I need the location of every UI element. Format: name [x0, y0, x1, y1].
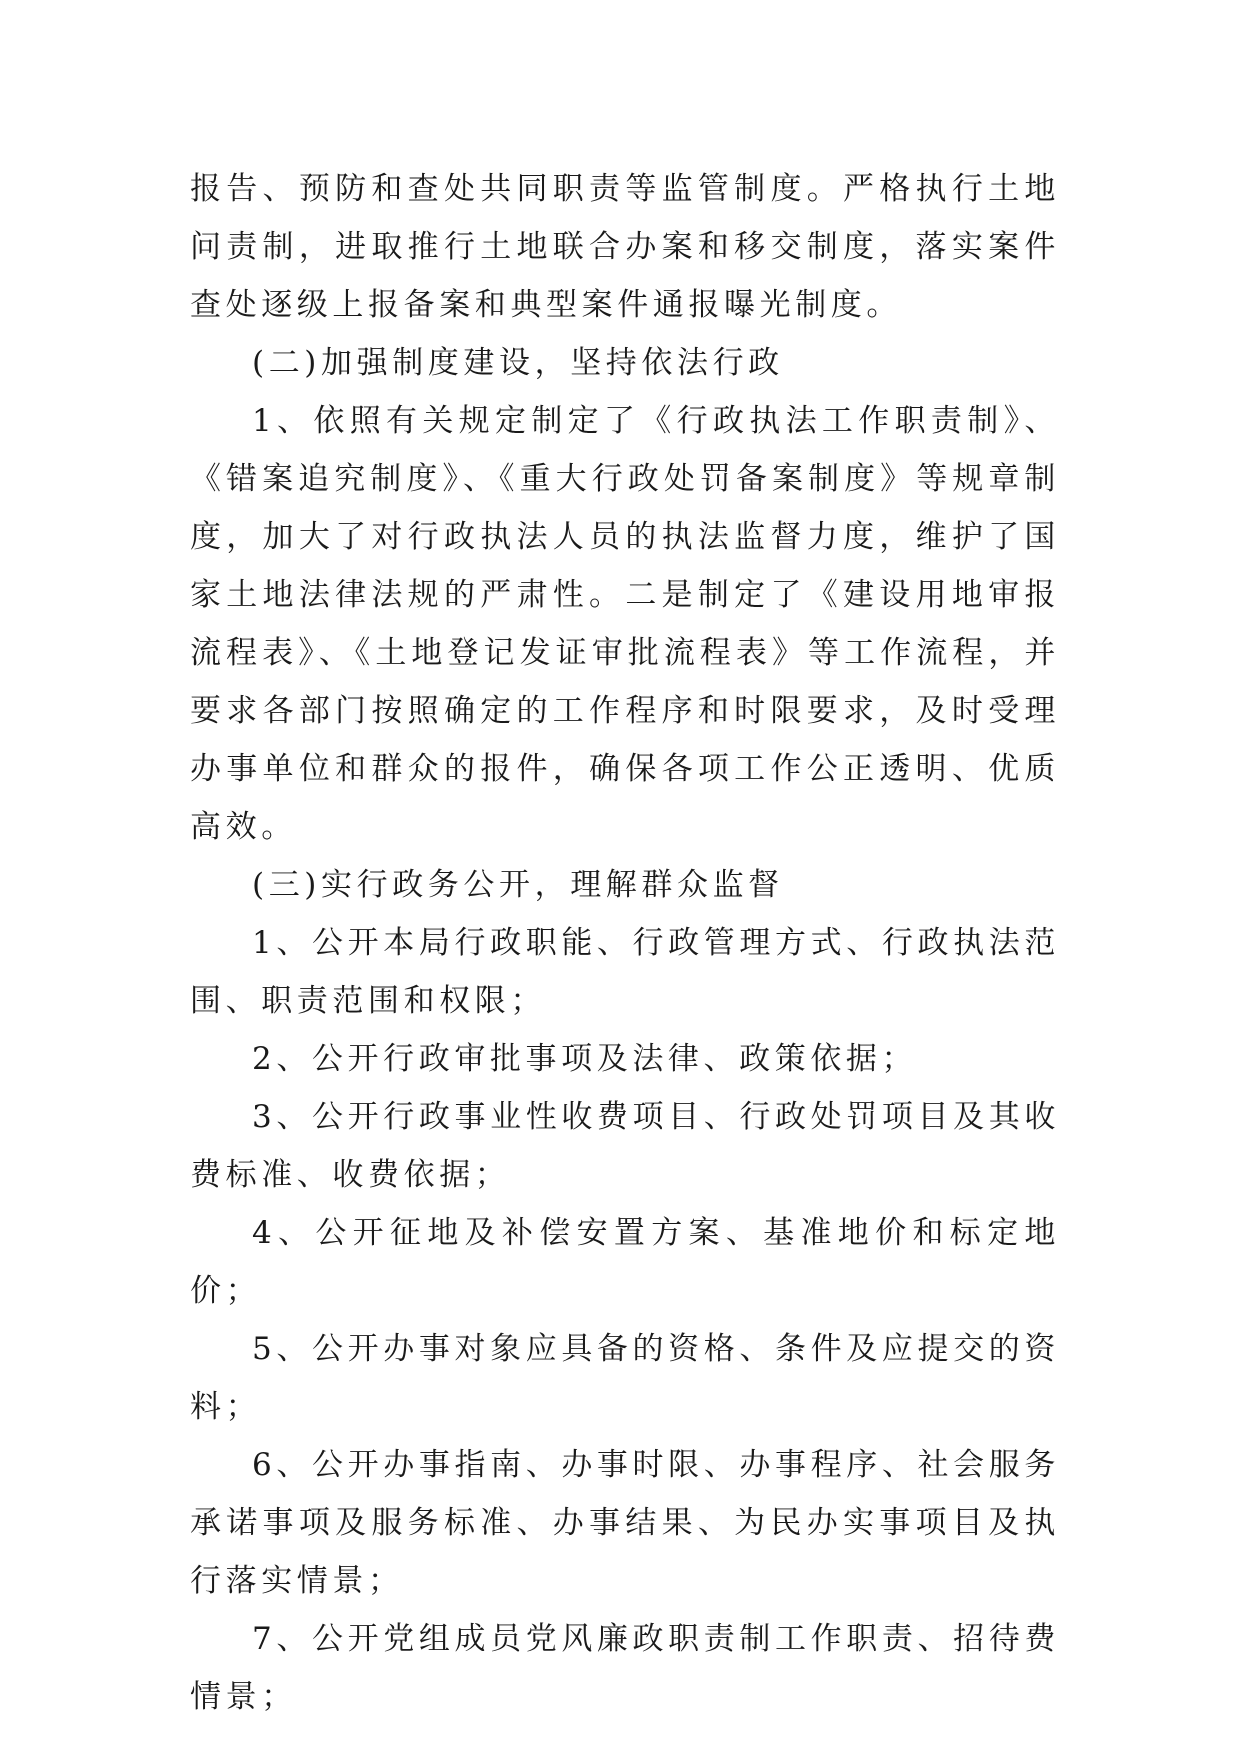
- section-heading-2: (二)加强制度建设，坚持依法行政: [252, 345, 784, 381]
- document-body: [190, 160, 1060, 1726]
- paragraph-item-2: 2、公开行政审批事项及法律、政策依据；: [252, 1041, 918, 1077]
- paragraph-continued: 报告、预防和查处共同职责等监管制度。严格执行土地问责制，进取推行土地联合办案和移交制度，落实案件查处逐级上报备案和典型案件通报曝光制度。: [190, 171, 1060, 323]
- section-heading-3: (三)实行政务公开，理解群众监督: [252, 867, 784, 903]
- paragraph-item-3: 3、公开行政事业性收费项目、行政处罚项目及其收费标准、收费依据；: [190, 1099, 1060, 1193]
- paragraph-item-1-regulations: 1、依照有关规定制定了《行政执法工作职责制》、《错案追究制度》、《重大行政处罚备案制度》等规章制度，加大了对行政执法人员的执法监督力度，维护了国家土地法律法规的严肃性。二是制定了《建设用地审报流程表》、《土地登记发证审批流程表》等工作流程，并要求各部门按照确定的工作程序和时限要求，及时受理办事单位和群众的报件，确保各项工作公正透明、优质高效。: [190, 403, 1060, 845]
- paragraph-item-1-disclosure: 1、公开本局行政职能、行政管理方式、行政执法范围、职责范围和权限；: [190, 925, 1060, 1019]
- paragraph-item-7: 7、公开党组成员党风廉政职责制工作职责、招待费情景；: [190, 1621, 1060, 1715]
- paragraph-item-5: 5、公开办事对象应具备的资格、条件及应提交的资料；: [190, 1331, 1060, 1425]
- paragraph-item-4: 4、公开征地及补偿安置方案、基准地价和标定地价；: [190, 1215, 1060, 1309]
- paragraph-item-6: 6、公开办事指南、办事时限、办事程序、社会服务承诺事项及服务标准、办事结果、为民办实事项目及执行落实情景；: [190, 1447, 1060, 1599]
